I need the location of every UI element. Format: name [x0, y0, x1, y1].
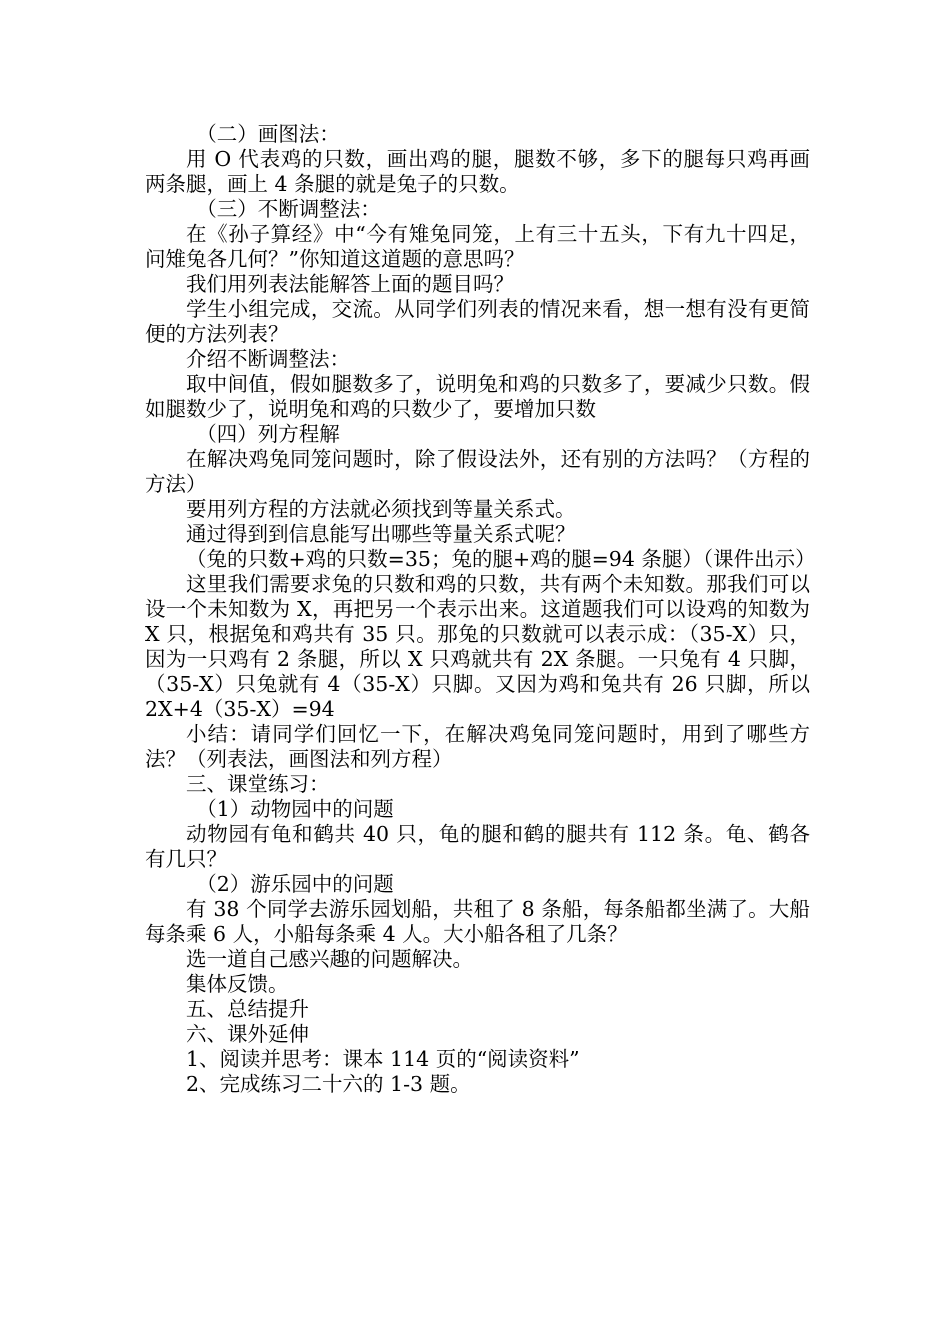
- paragraph: 在《孙子算经》中“今有雉兔同笼，上有三十五头，下有九十四足，问雉兔各几何？”你知道这道题的意思吗？: [145, 222, 810, 271]
- paragraph: 取中间值，假如腿数多了，说明兔和鸡的只数多了，要减少只数。假如腿数少了，说明兔和鸡的只数少了，要增加只数: [145, 372, 810, 421]
- paragraph: 动物园有龟和鹤共 40 只，龟的腿和鹤的腿共有 112 条。龟、鹤各有几只？: [145, 822, 810, 871]
- paragraph: 我们用列表法能解答上面的题目吗？: [186, 272, 514, 296]
- document-body: [145, 122, 816, 1097]
- subheading-zoo-problem: （1）动物园中的问题: [196, 797, 394, 821]
- paragraph: 集体反馈。: [186, 972, 289, 996]
- section-heading-extension: 六、课外延伸: [186, 1022, 309, 1046]
- paragraph: 有 38 个同学去游乐园划船，共租了 8 条船，每条船都坐满了。大船每条乘 6 人，小船每条乘 4 人。大小船各租了几条？: [145, 897, 810, 946]
- paragraph: 要用列方程的方法就必须找到等量关系式。: [186, 497, 576, 521]
- section-heading-drawing-method: （二）画图法：: [196, 122, 340, 146]
- section-heading-adjustment-method: （三）不断调整法：: [196, 197, 381, 221]
- paragraph: 小结：请同学们回忆一下，在解决鸡兔同笼问题时，用到了哪些方法？（列表法，画图法和列方程）: [145, 722, 810, 771]
- paragraph: 在解决鸡兔同笼问题时，除了假设法外，还有别的方法吗？（方程的方法）: [145, 447, 810, 496]
- section-heading-classroom-practice: 三、课堂练习：: [186, 772, 330, 796]
- paragraph: 通过得到到信息能写出哪些等量关系式呢？: [186, 522, 576, 546]
- subheading-amusement-park-problem: （2）游乐园中的问题: [196, 872, 394, 896]
- list-item: 2、完成练习二十六的 1-3 题。: [186, 1072, 471, 1096]
- paragraph: 选一道自己感兴趣的问题解决。: [186, 947, 473, 971]
- section-heading-equation-method: （四）列方程解: [196, 422, 340, 446]
- paragraph: 这里我们需要求兔的只数和鸡的只数，共有两个未知数。那我们可以设一个未知数为 X，再把另一个表示出来。这道题我们可以设鸡的知数为 X 只，根据兔和鸡共有 35 只。那兔的只数就可以表示成：（35-X）只，因为一只鸡有 2 条腿，所以 X 只鸡就共有 2X 条腿。一只兔有 4 只脚，（35-X）只兔就有 4（35-X）只脚。又因为鸡和兔共有 26 只脚，所以 2X+4（35-X）=94: [145, 572, 810, 721]
- paragraph: 介绍不断调整法：: [186, 347, 350, 371]
- paragraph: （兔的只数+鸡的只数=35；兔的腿+鸡的腿=94 条腿）（课件出示）: [186, 547, 816, 571]
- section-heading-summary: 五、总结提升: [186, 997, 309, 1021]
- paragraph: 学生小组完成，交流。从同学们列表的情况来看，想一想有没有更简便的方法列表？: [145, 297, 810, 346]
- paragraph: 用 O 代表鸡的只数，画出鸡的腿，腿数不够，多下的腿每只鸡再画两条腿，画上 4 条腿的就是兔子的只数。: [145, 147, 810, 196]
- list-item: 1、阅读并思考：课本 114 页的“阅读资料”: [186, 1047, 580, 1071]
